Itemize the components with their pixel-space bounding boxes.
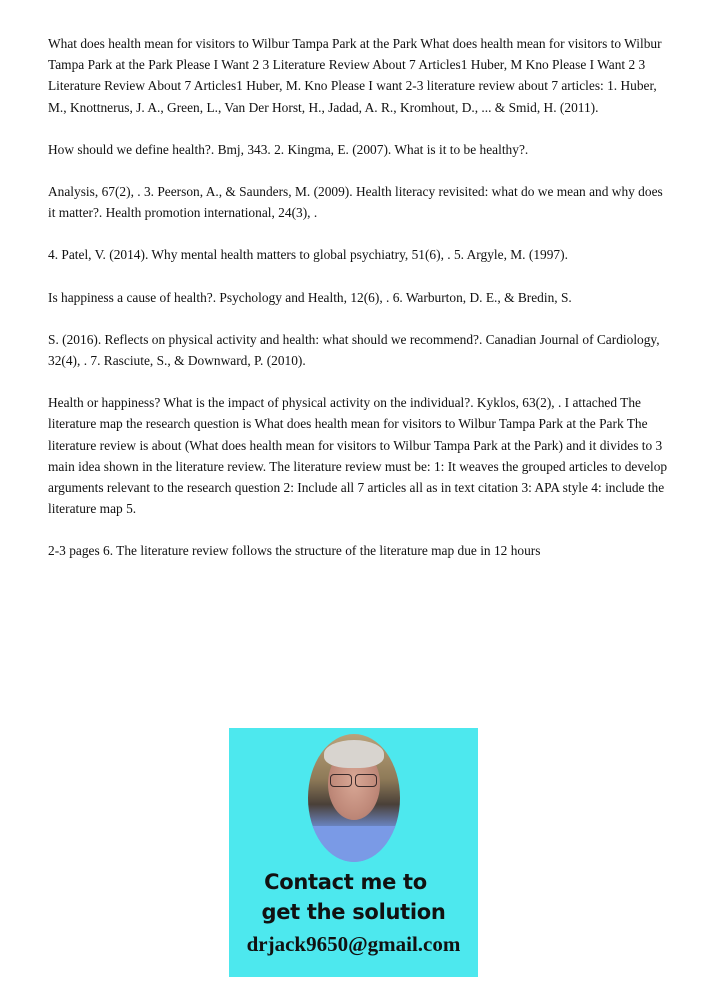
paragraph-5: Is happiness a cause of health?. Psychology and Health, 12(6), . 6. Warburton, D. E., & Bredin, S. [48, 289, 572, 305]
promo-headline-line1: Contact me to [264, 870, 427, 894]
glasses-icon [330, 774, 378, 786]
portrait-photo [308, 734, 400, 862]
shirt-shape [308, 826, 400, 862]
paragraph-3: Analysis, 67(2), . 3. Peerson, A., & Saunders, M. (2009). Health literacy revisited: what do we mean and why does it matter?. Health promotion international, 24(3), . [48, 184, 663, 221]
paragraph-4: 4. Patel, V. (2014). Why mental health matters to global psychiatry, 51(6), . 5. Argyle, M. (1997). [48, 247, 568, 263]
contact-email[interactable]: drjack9650@gmail.com [246, 932, 461, 956]
contact-promo-banner[interactable] [229, 728, 478, 977]
paragraph-1: What does health mean for visitors to Wilbur Tampa Park at the Park What does health mean for visitors to Wilbur Tampa Park at the Park Please I Want 2 3 Literature Review About 7 Articles1 Huber, M Kno Please I Want 2 3 Literature Review About 7 Articles1 Huber, M. Kno Please I want 2-3 literature review about 7 articles: 1. Huber, M., Knottnerus, J. A., Green, L., Van Der Horst, H., Jadad, A. R., Kromhout, D., ... & Smid, H. (2011). [48, 36, 662, 115]
paragraph-2: How should we define health?. Bmj, 343. 2. Kingma, E. (2007). What is it to be healthy?. [48, 141, 529, 157]
paragraph-8: 2-3 pages 6. The literature review follows the structure of the literature map due in 12 hours [48, 543, 541, 559]
paragraph-6: S. (2016). Reflects on physical activity and health: what should we recommend?. Canadian Journal of Cardiology, 32(4), . 7. Rasciute, S., & Downward, P. (2010). [48, 331, 660, 369]
hair-shape [324, 740, 384, 768]
promo-headline-line2: get the solution [261, 900, 446, 924]
document-body [48, 33, 668, 583]
paragraph-7: Health or happiness? What is the impact of physical activity on the individual?. Kyklos, 63(2), . I attached The literature map the research question is What does health mean for visitors to Wilbur Tampa Park at the Park The literature review is about (What does health mean for visitors to Wilbur Tampa Park at the Park) and it divides to 3 main idea shown in the literature review. The literature review must be: 1: It weaves the grouped articles to develop arguments relevant to the research question 2: Include all 7 articles all as in text citation 3: APA style 4: include the literature map 5. [48, 395, 668, 517]
